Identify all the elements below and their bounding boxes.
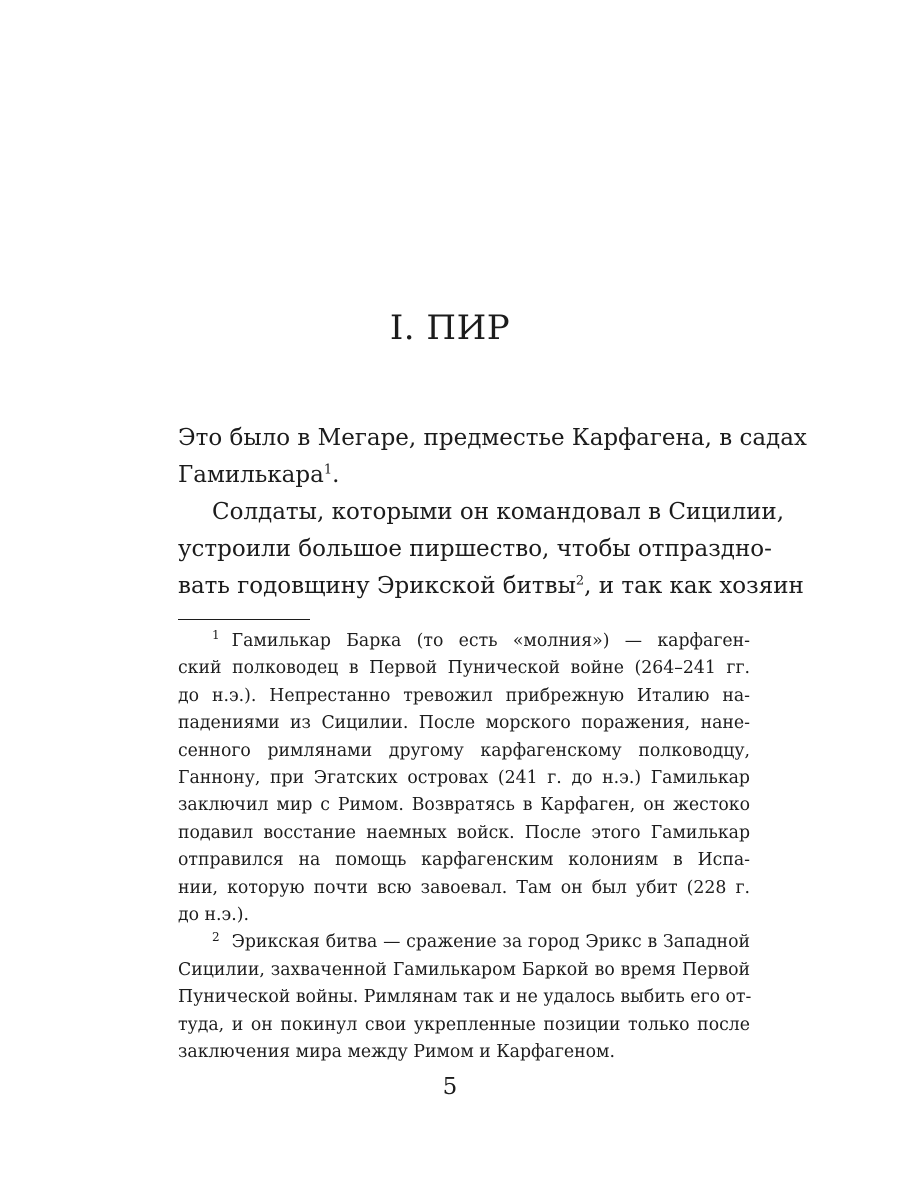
footnote-line: нии, которую почти всю завоевал. Там он был убит (228 г. — [178, 877, 750, 898]
footnote-number: 1 — [212, 628, 220, 643]
footnote-line — [178, 628, 750, 655]
footnote-ref: 1 — [323, 462, 333, 478]
footnote-line: подавил восстание наемных войск. После этого Гамилькар — [178, 822, 750, 843]
body-text — [178, 420, 807, 605]
footnote-2 — [178, 929, 750, 1066]
body-line-text: , и так как хозяин — [584, 573, 804, 599]
footnote-line: Пунической войны. Римлянам так и не удалось выбить его от- — [178, 987, 752, 1008]
footnote-line: Сицилии, захваченной Гамилькаром Баркой во время Первой — [178, 959, 750, 980]
footnote-line: до н.э.). — [178, 905, 249, 926]
body-line-text: Гамилькара — [178, 462, 324, 488]
footnote-text: Эрикская битва — сражение за город Эрикс в Западной — [231, 932, 750, 953]
body-line — [178, 457, 750, 494]
body-line: устроили большое пиршество, чтобы отпраздно- — [178, 536, 772, 562]
body-line: Это было в Мегаре, предместье Карфагена, в садах — [178, 425, 807, 451]
footnote-1 — [178, 628, 750, 929]
footnote-line: ский полководец в Первой Пунической войне (264–241 гг. — [178, 658, 750, 679]
footnote-line: туда, и он покинул свои укрепленные позиции только после — [178, 1014, 750, 1035]
footnote-line: заключения мира между Римом и Карфагеном. — [178, 1042, 615, 1063]
footnote-number: 2 — [212, 929, 220, 944]
footnote-line: сенного римлянами другому карфагенскому полководцу, — [178, 740, 750, 761]
footnote-separator — [178, 619, 310, 620]
body-line-text: вать годовщину Эрикской битвы — [178, 573, 576, 599]
page-number: 5 — [442, 1074, 458, 1100]
body-line — [178, 568, 804, 605]
chapter-title: I. ПИР — [389, 308, 511, 348]
footnote-line: отправился на помощь карфагенским колониям в Испа- — [178, 850, 750, 871]
footnote-ref: 2 — [575, 573, 585, 589]
footnote-text: Гамилькар Барка (то есть «молния») — карфаген- — [231, 631, 750, 651]
footnote-line: заключил мир с Римом. Возвратясь в Карфаген, он жестоко — [178, 795, 750, 816]
footnote-line: падениями из Сицилии. После морского поражения, нане- — [178, 713, 750, 734]
footnote-line: Ганнону, при Эгатских островах (241 г. до н.э.) Гамилькар — [178, 768, 750, 789]
footnote-line — [178, 929, 750, 956]
body-line-tail: . — [332, 462, 340, 488]
body-line: Солдаты, которыми он командовал в Сицилии, — [212, 499, 785, 525]
footnote-line: до н.э.). Непрестанно тревожил прибрежную Италию на- — [178, 685, 750, 706]
footnotes — [178, 628, 750, 1067]
